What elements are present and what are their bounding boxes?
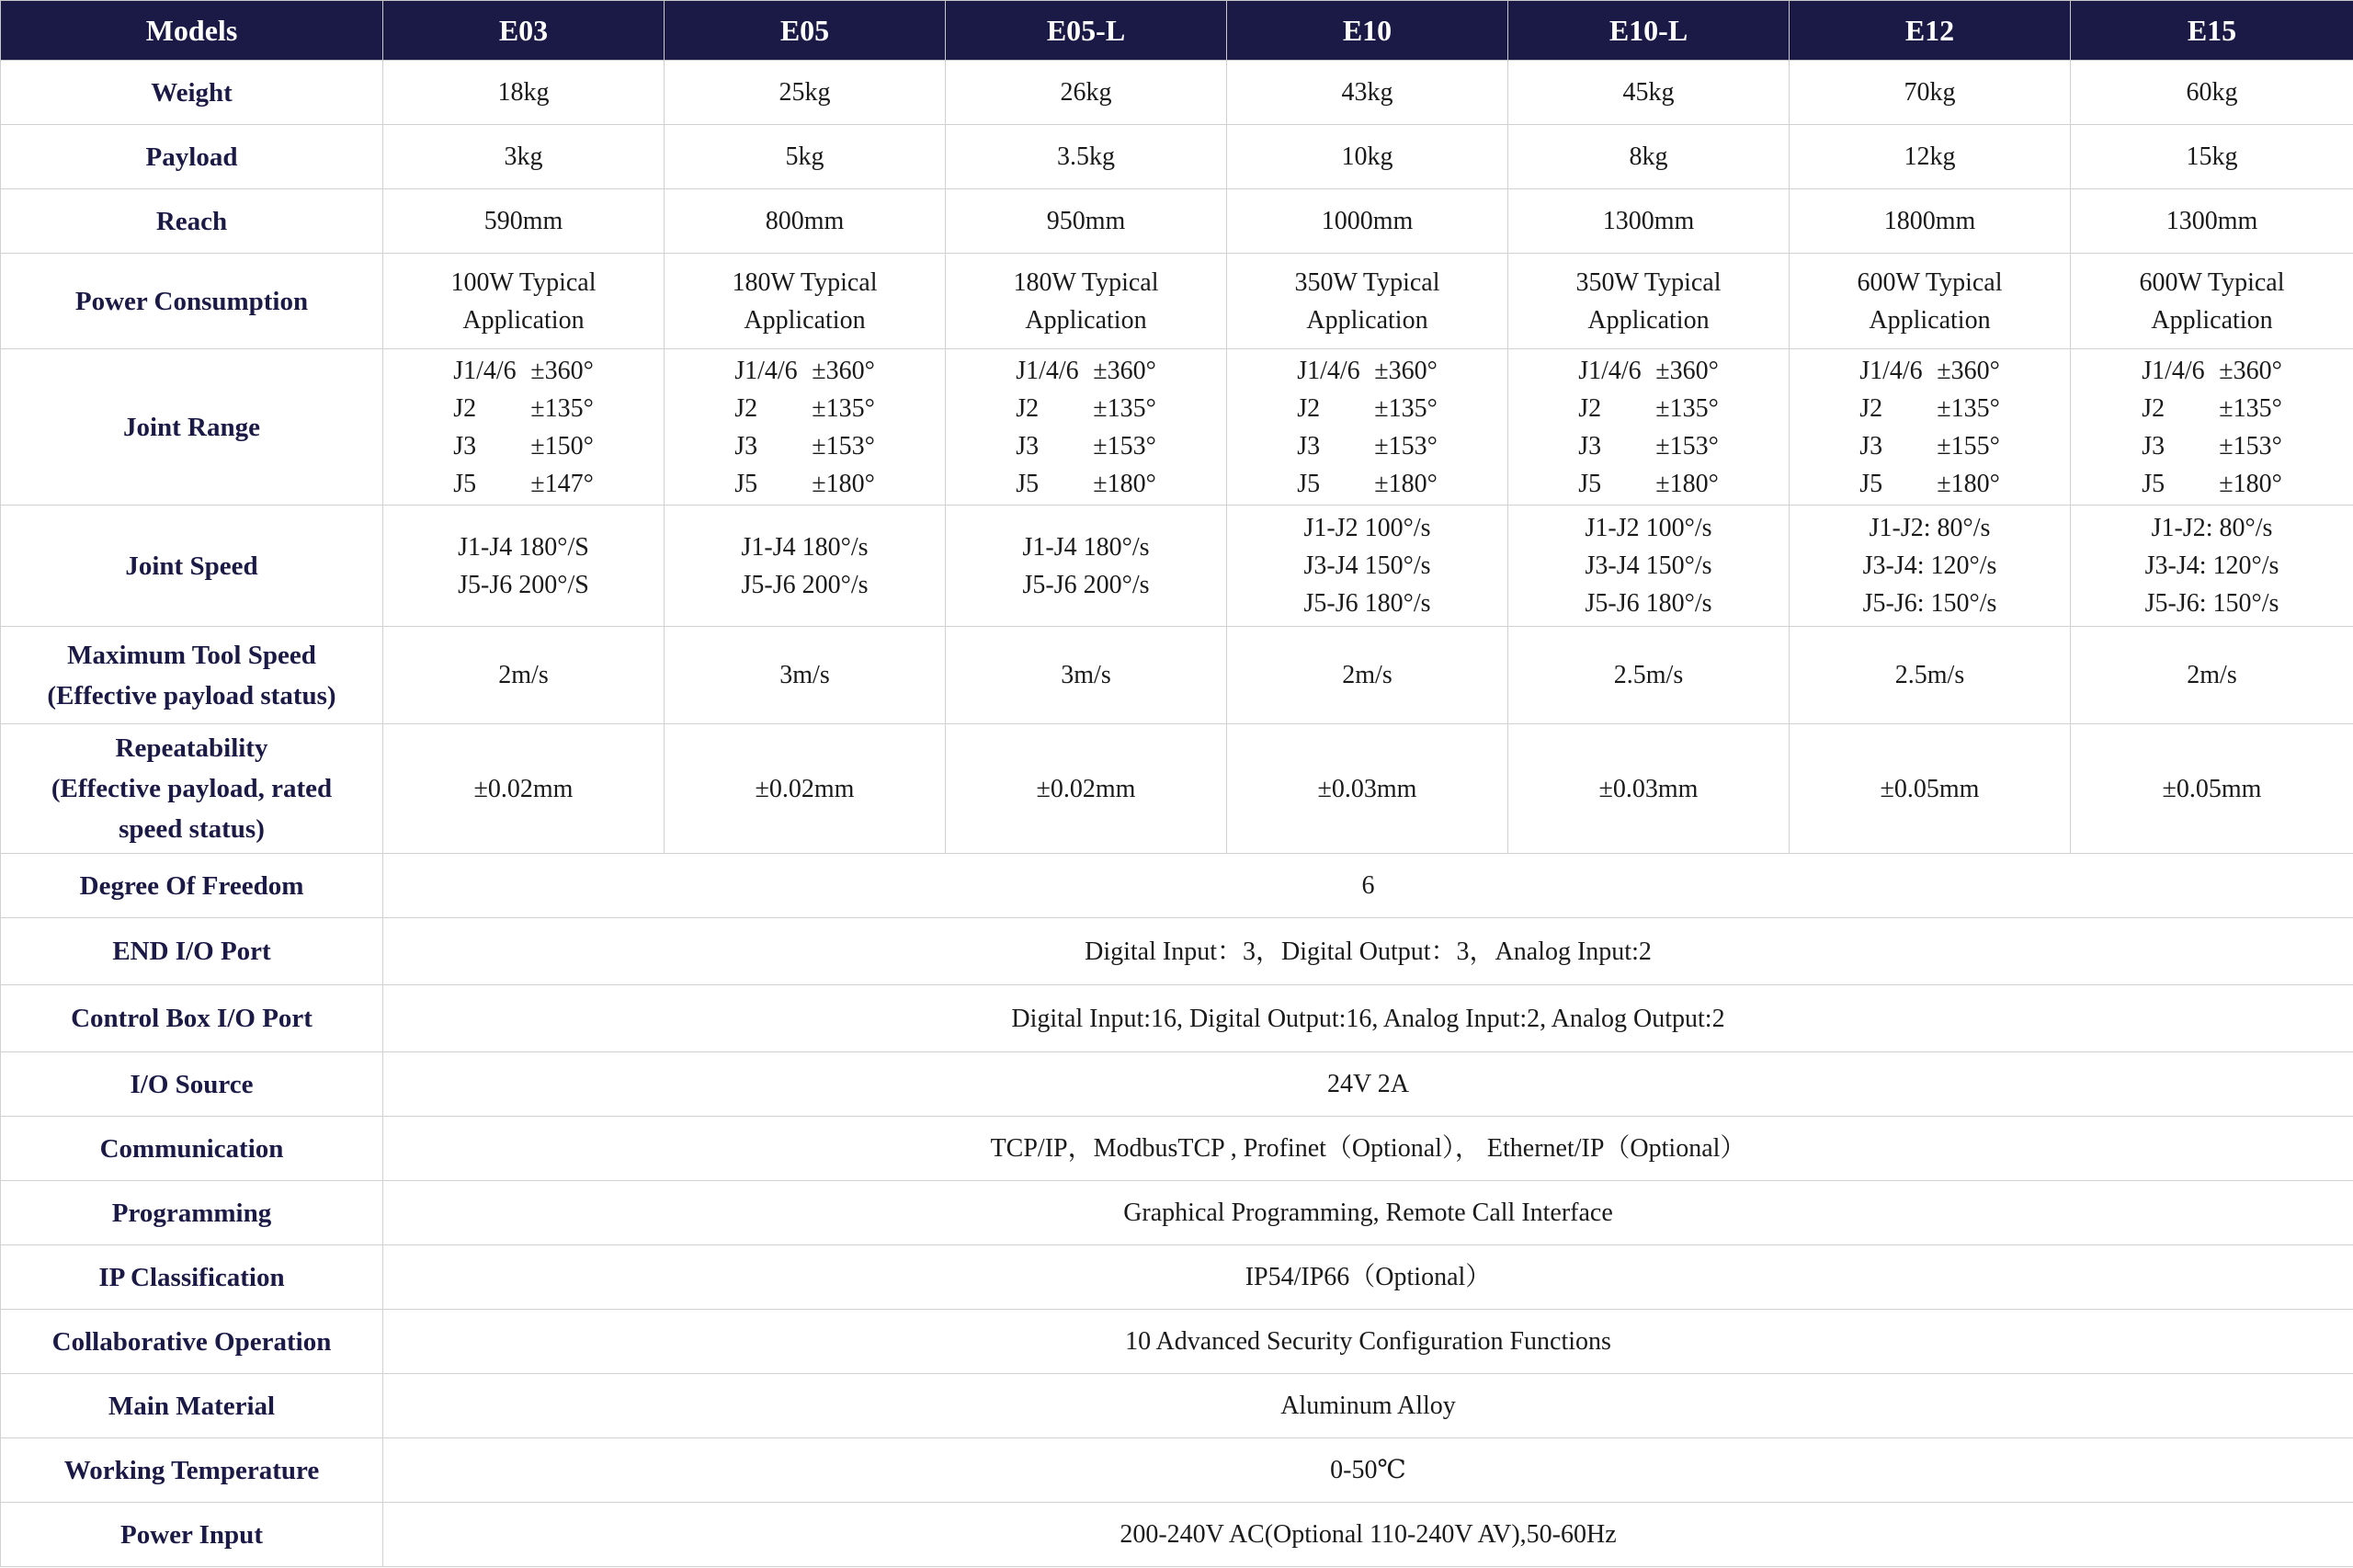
joint-range-line: [1016, 465, 1156, 503]
row-label: Joint Speed: [1, 506, 383, 627]
joint-range-cell: [1508, 349, 1790, 506]
row-label: END I/O Port: [1, 918, 383, 985]
cell: 600W Typical Application: [2071, 254, 2353, 349]
joint-range-value: ±180°: [1374, 469, 1438, 498]
cell: J1-J2: 80°/s J3-J4: 120°/s J5-J6: 150°/s: [1790, 506, 2071, 627]
joint-code: J1/4/6: [453, 356, 517, 385]
joint-range-value: ±153°: [1374, 431, 1438, 460]
cell: ±0.03mm: [1508, 724, 1790, 854]
cell: 2m/s: [1227, 627, 1508, 724]
joint-range-line: [453, 352, 594, 390]
cell: 1800mm: [1790, 189, 2071, 254]
cell: 3kg: [383, 125, 665, 189]
cell: 10kg: [1227, 125, 1508, 189]
joint-range-line: [734, 352, 875, 390]
joint-range-value: ±360°: [812, 356, 875, 385]
joint-code: J5: [1859, 469, 1883, 498]
cell: J1-J4 180°/s J5-J6 200°/s: [665, 506, 946, 627]
cell: ±0.02mm: [665, 724, 946, 854]
joint-range-list: [453, 352, 594, 503]
joint-range-value: ±155°: [1937, 431, 2000, 460]
cell: 2m/s: [2071, 627, 2353, 724]
communication-row: [1, 1117, 2353, 1181]
joint-range-row: [1, 349, 2353, 506]
ip-classification-row: [1, 1245, 2353, 1310]
cell: 180W Typical Application: [665, 254, 946, 349]
joint-range-value: ±180°: [1093, 469, 1156, 498]
cell: 2m/s: [383, 627, 665, 724]
cell: 70kg: [1790, 61, 2071, 125]
cell: ±0.05mm: [1790, 724, 2071, 854]
row-label: Weight: [1, 61, 383, 125]
joint-range-list: [1578, 352, 1719, 503]
joint-range-line: [1297, 427, 1438, 465]
model-header: E10-L: [1508, 1, 1790, 61]
joint-range-line: [1016, 352, 1156, 390]
dof-row: [1, 854, 2353, 918]
joint-code: J1/4/6: [1578, 356, 1642, 385]
row-label: Power Input: [1, 1503, 383, 1567]
max-tool-speed-row: [1, 627, 2353, 724]
joint-code: J5: [734, 469, 758, 498]
cell: 2.5m/s: [1790, 627, 2071, 724]
merged-cell: Graphical Programming, Remote Call Interface: [383, 1181, 2353, 1245]
row-label: Degree Of Freedom: [1, 854, 383, 918]
row-label: Payload: [1, 125, 383, 189]
joint-code: J5: [2142, 469, 2165, 498]
joint-range-value: ±180°: [1655, 469, 1719, 498]
cell: ±0.02mm: [946, 724, 1227, 854]
row-label: Power Consumption: [1, 254, 383, 349]
joint-code: J2: [734, 393, 758, 423]
merged-cell: Aluminum Alloy: [383, 1374, 2353, 1438]
joint-code: J1/4/6: [1016, 356, 1079, 385]
joint-range-value: ±135°: [1093, 393, 1156, 423]
joint-range-value: ±180°: [1937, 469, 2000, 498]
cell: ±0.05mm: [2071, 724, 2353, 854]
model-header: E05: [665, 1, 946, 61]
joint-range-list: [1016, 352, 1156, 503]
joint-range-line: [1297, 390, 1438, 427]
joint-range-line: [1297, 352, 1438, 390]
cell: 950mm: [946, 189, 1227, 254]
joint-code: J1/4/6: [734, 356, 798, 385]
row-label: Repeatability (Effective payload, rated speed status): [1, 724, 383, 854]
cell: 8kg: [1508, 125, 1790, 189]
joint-range-value: ±180°: [812, 469, 875, 498]
joint-code: J5: [1297, 469, 1321, 498]
joint-code: J1/4/6: [2142, 356, 2205, 385]
cell: 1000mm: [1227, 189, 1508, 254]
joint-range-value: ±360°: [530, 356, 594, 385]
cell: J1-J2 100°/s J3-J4 150°/s J5-J6 180°/s: [1508, 506, 1790, 627]
row-label: Joint Range: [1, 349, 383, 506]
joint-code: J3: [453, 431, 477, 460]
joint-range-line: [1016, 427, 1156, 465]
joint-range-line: [2142, 390, 2282, 427]
cell: 590mm: [383, 189, 665, 254]
cell: 350W Typical Application: [1227, 254, 1508, 349]
joint-range-value: ±360°: [1655, 356, 1719, 385]
cell: 26kg: [946, 61, 1227, 125]
joint-range-value: ±153°: [1655, 431, 1719, 460]
joint-range-cell: [1790, 349, 2071, 506]
joint-range-value: ±153°: [2219, 431, 2282, 460]
joint-code: J3: [1859, 431, 1883, 460]
joint-range-cell: [2071, 349, 2353, 506]
joint-code: J5: [453, 469, 477, 498]
models-header: Models: [1, 1, 383, 61]
joint-range-line: [1859, 352, 2000, 390]
cell: 18kg: [383, 61, 665, 125]
joint-range-line: [1578, 465, 1719, 503]
model-header: E12: [1790, 1, 2071, 61]
repeatability-row: [1, 724, 2353, 854]
material-row: [1, 1374, 2353, 1438]
row-label: I/O Source: [1, 1052, 383, 1117]
merged-cell: 24V 2A: [383, 1052, 2353, 1117]
cell: 3m/s: [946, 627, 1227, 724]
joint-code: J5: [1016, 469, 1040, 498]
row-label: Reach: [1, 189, 383, 254]
row-label: Main Material: [1, 1374, 383, 1438]
temperature-row: [1, 1438, 2353, 1503]
joint-range-value: ±153°: [812, 431, 875, 460]
joint-range-cell: [946, 349, 1227, 506]
joint-range-value: ±360°: [2219, 356, 2282, 385]
joint-range-line: [1859, 427, 2000, 465]
cell: 25kg: [665, 61, 946, 125]
joint-code: J5: [1578, 469, 1602, 498]
joint-range-line: [1016, 390, 1156, 427]
cell: 350W Typical Application: [1508, 254, 1790, 349]
joint-range-line: [453, 427, 594, 465]
cell: 800mm: [665, 189, 946, 254]
cell: 43kg: [1227, 61, 1508, 125]
joint-range-line: [734, 465, 875, 503]
joint-range-value: ±135°: [1937, 393, 2000, 423]
joint-range-cell: [383, 349, 665, 506]
joint-range-line: [2142, 427, 2282, 465]
merged-cell: TCP/IP，ModbusTCP , Profinet（Optional）， Ethernet/IP（Optional）: [383, 1117, 2353, 1181]
model-header: E10: [1227, 1, 1508, 61]
joint-range-value: ±135°: [530, 393, 594, 423]
joint-range-value: ±135°: [2219, 393, 2282, 423]
joint-range-value: ±180°: [2219, 469, 2282, 498]
joint-code: J3: [2142, 431, 2165, 460]
merged-cell: IP54/IP66（Optional）: [383, 1245, 2353, 1310]
row-label: IP Classification: [1, 1245, 383, 1310]
cell: J1-J2 100°/s J3-J4 150°/s J5-J6 180°/s: [1227, 506, 1508, 627]
header-row: [1, 1, 2353, 61]
joint-range-list: [1859, 352, 2000, 503]
joint-range-line: [1297, 465, 1438, 503]
merged-cell: Digital Input:16, Digital Output:16, Analog Input:2, Analog Output:2: [383, 985, 2353, 1052]
row-label: Maximum Tool Speed (Effective payload status): [1, 627, 383, 724]
merged-cell: 200-240V AC(Optional 110-240V AV),50-60Hz: [383, 1503, 2353, 1567]
cell: J1-J4 180°/s J5-J6 200°/s: [946, 506, 1227, 627]
joint-range-value: ±135°: [812, 393, 875, 423]
io-source-row: [1, 1052, 2353, 1117]
power-input-row: [1, 1503, 2353, 1567]
cell: J1-J2: 80°/s J3-J4: 120°/s J5-J6: 150°/s: [2071, 506, 2353, 627]
joint-range-value: ±150°: [530, 431, 594, 460]
payload-row: [1, 125, 2353, 189]
collaborative-row: [1, 1310, 2353, 1374]
joint-range-list: [2142, 352, 2282, 503]
joint-range-cell: [1227, 349, 1508, 506]
reach-row: [1, 189, 2353, 254]
cell: 12kg: [1790, 125, 2071, 189]
joint-range-value: ±360°: [1937, 356, 2000, 385]
joint-code: J3: [1016, 431, 1040, 460]
joint-range-line: [1578, 390, 1719, 427]
joint-range-line: [1578, 352, 1719, 390]
joint-range-line: [1859, 390, 2000, 427]
joint-code: J2: [453, 393, 477, 423]
end-io-row: [1, 918, 2353, 985]
joint-range-line: [453, 465, 594, 503]
joint-range-line: [1859, 465, 2000, 503]
merged-cell: Digital Input：3，Digital Output：3，Analog Input:2: [383, 918, 2353, 985]
merged-cell: 0-50℃: [383, 1438, 2353, 1503]
joint-code: J3: [734, 431, 758, 460]
joint-range-value: ±147°: [530, 469, 594, 498]
power-consumption-row: [1, 254, 2353, 349]
joint-code: J2: [1297, 393, 1321, 423]
model-header: E05-L: [946, 1, 1227, 61]
joint-code: J2: [1016, 393, 1040, 423]
joint-code: J1/4/6: [1297, 356, 1360, 385]
row-label: Collaborative Operation: [1, 1310, 383, 1374]
model-header: E03: [383, 1, 665, 61]
joint-range-line: [2142, 352, 2282, 390]
joint-range-line: [453, 390, 594, 427]
programming-row: [1, 1181, 2353, 1245]
cell: 45kg: [1508, 61, 1790, 125]
joint-range-value: ±153°: [1093, 431, 1156, 460]
cell: 15kg: [2071, 125, 2353, 189]
merged-cell: 6: [383, 854, 2353, 918]
joint-range-value: ±360°: [1093, 356, 1156, 385]
joint-speed-row: [1, 506, 2353, 627]
cell: ±0.02mm: [383, 724, 665, 854]
cell: 180W Typical Application: [946, 254, 1227, 349]
model-header: E15: [2071, 1, 2353, 61]
joint-range-line: [734, 390, 875, 427]
cell: 3.5kg: [946, 125, 1227, 189]
joint-range-value: ±135°: [1655, 393, 1719, 423]
row-label: Control Box I/O Port: [1, 985, 383, 1052]
joint-range-list: [1297, 352, 1438, 503]
control-box-io-row: [1, 985, 2353, 1052]
cell: 1300mm: [2071, 189, 2353, 254]
cell: 600W Typical Application: [1790, 254, 2071, 349]
joint-range-cell: [665, 349, 946, 506]
joint-range-line: [734, 427, 875, 465]
joint-code: J3: [1578, 431, 1602, 460]
cell: 1300mm: [1508, 189, 1790, 254]
joint-range-list: [734, 352, 875, 503]
joint-code: J2: [1578, 393, 1602, 423]
row-label: Working Temperature: [1, 1438, 383, 1503]
row-label: Communication: [1, 1117, 383, 1181]
cell: ±0.03mm: [1227, 724, 1508, 854]
joint-code: J3: [1297, 431, 1321, 460]
joint-code: J2: [2142, 393, 2165, 423]
joint-code: J2: [1859, 393, 1883, 423]
joint-code: J1/4/6: [1859, 356, 1923, 385]
cell: 60kg: [2071, 61, 2353, 125]
cell: 5kg: [665, 125, 946, 189]
joint-range-value: ±360°: [1374, 356, 1438, 385]
row-label: Programming: [1, 1181, 383, 1245]
joint-range-line: [2142, 465, 2282, 503]
weight-row: [1, 61, 2353, 125]
joint-range-line: [1578, 427, 1719, 465]
cell: 3m/s: [665, 627, 946, 724]
cell: J1-J4 180°/S J5-J6 200°/S: [383, 506, 665, 627]
merged-cell: 10 Advanced Security Configuration Functions: [383, 1310, 2353, 1374]
joint-range-value: ±135°: [1374, 393, 1438, 423]
cell: 2.5m/s: [1508, 627, 1790, 724]
cell: 100W Typical Application: [383, 254, 665, 349]
